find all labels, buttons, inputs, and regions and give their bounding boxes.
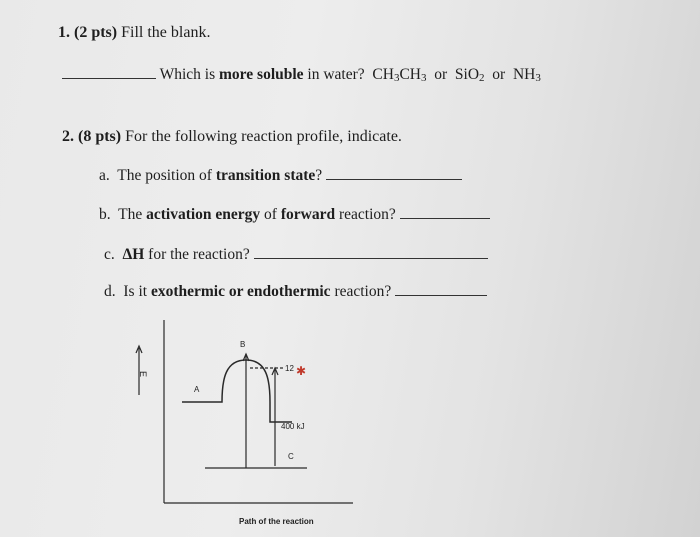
question-2-instruction: For the following reaction profile, indicate.	[125, 128, 402, 145]
transition-label-b: B	[240, 340, 246, 349]
question-1-instruction: Fill the blank.	[121, 24, 211, 41]
question-2d-text: Is it	[123, 283, 148, 300]
peak-energy-value: 12	[285, 364, 294, 373]
item-label-c: c.	[104, 246, 115, 263]
question-1-points: (2 pts)	[74, 24, 118, 41]
question-2b-emphasis-1: activation energy	[146, 206, 261, 223]
option-sio2: SiO$_2$	[454, 66, 485, 84]
question-2d-end: reaction?	[334, 283, 392, 300]
question-2b-mid: of	[264, 206, 277, 223]
or-word-1: or	[434, 66, 448, 83]
question-1-emphasis: more soluble	[219, 66, 304, 83]
question-2c-text: for the reaction?	[148, 246, 250, 263]
question-2-number: 2.	[62, 128, 74, 145]
energy-label: E	[138, 371, 148, 378]
energy-difference-value: 400 kJ	[281, 422, 305, 431]
option-nh3: $NH_3$	[512, 66, 541, 84]
question-1-text: Which is	[159, 66, 216, 83]
question-2a-emphasis: transition state	[215, 167, 316, 184]
x-axis-label: Path of the reaction	[239, 517, 314, 526]
red-star-mark: ✱	[296, 364, 307, 378]
question-1-number: 1.	[58, 24, 70, 41]
item-label-a: a.	[99, 167, 110, 184]
item-label-b: b.	[99, 206, 111, 223]
option-ch3ch3: $CH_3CH_3$	[372, 66, 427, 84]
item-label-d: d.	[104, 283, 116, 300]
question-2b-emphasis-2: forward	[280, 206, 336, 223]
question-2d-emphasis: exothermic or endothermic	[150, 283, 331, 300]
product-label-c: C	[288, 452, 294, 461]
delta-h-symbol: ΔH	[122, 246, 145, 263]
question-2-points: (8 pts)	[78, 128, 122, 145]
question-2b-end: reaction?	[338, 206, 396, 223]
question-2b-text: The	[118, 206, 143, 223]
or-word-2: or	[492, 66, 506, 83]
question-2a-text: The position of	[117, 167, 212, 184]
reactant-label-a: A	[194, 385, 200, 394]
question-2a-end: ?	[315, 167, 323, 184]
question-1-text-end: in water?	[307, 66, 365, 83]
